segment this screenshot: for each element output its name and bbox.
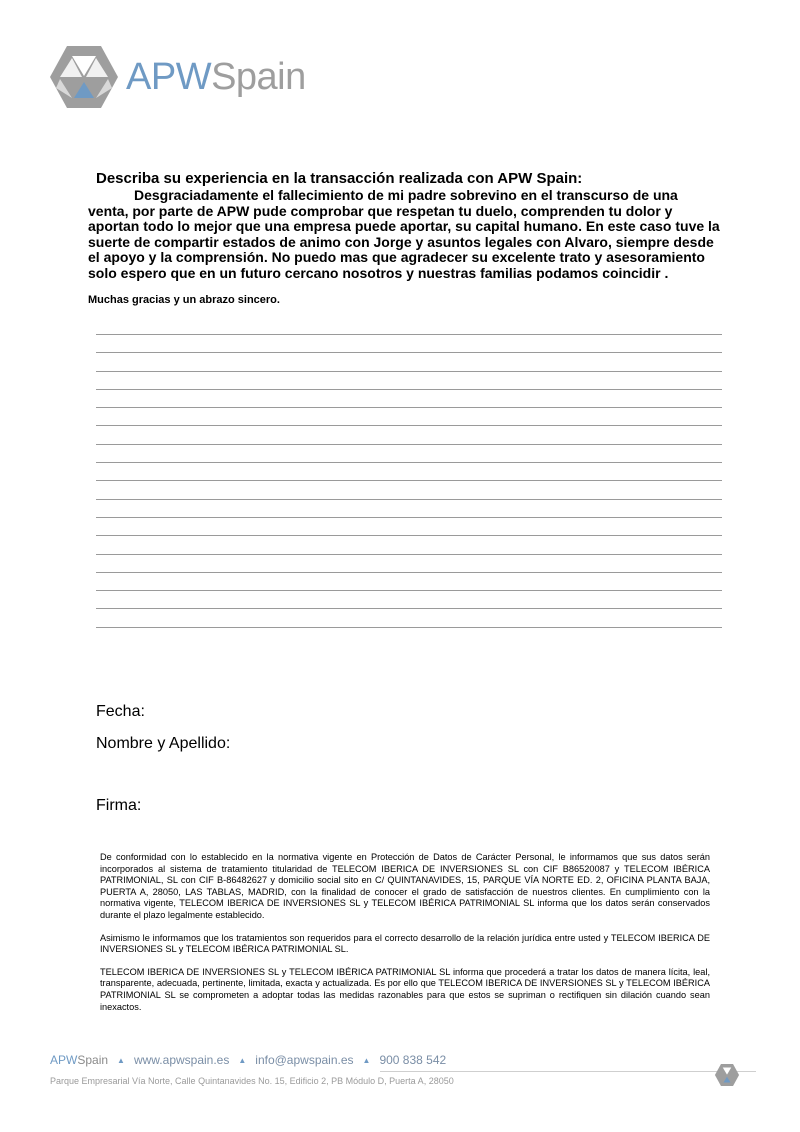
testimonial-closing: Muchas gracias y un abrazo sincero.: [88, 294, 280, 306]
ruled-line: [96, 554, 722, 572]
logo-brand-spain: Spain: [211, 56, 306, 98]
ruled-line: [96, 480, 722, 498]
footer-brand-spain: Spain: [77, 1053, 109, 1067]
footer-address: Parque Empresarial Vía Norte, Calle Quintanavides No. 15, Edificio 2, PB Módulo D, Puerta A, 28050: [50, 1076, 454, 1086]
footer-email-link[interactable]: info@apwspain.es: [255, 1053, 354, 1067]
ruled-line: [96, 352, 722, 370]
ruled-line: [96, 590, 722, 608]
footer-divider: [380, 1071, 756, 1072]
ruled-line: [96, 627, 722, 645]
apw-hexagon-logo-icon: [50, 46, 118, 108]
footer-brand-apw: APW: [50, 1053, 78, 1067]
ruled-line: [96, 608, 722, 626]
ruled-line: [96, 425, 722, 443]
ruled-line: [96, 389, 722, 407]
ruled-line: [96, 572, 722, 590]
privacy-notice: [100, 852, 710, 1024]
ruled-line: [96, 334, 722, 352]
footer-brand: [50, 1053, 108, 1067]
privacy-paragraph-1: De conformidad con lo establecido en la normativa vigente en Protección de Datos de Carácter Personal, le informamos que sus datos serán incorporados al sistema de tratamiento titularidad de TELECOM IBERICA DE INVERSIONES SL con CIF B86520087 y TELECOM IBÉRICA PATRIMONIAL, SL con CIF B-86482627 y domicilio social sito en C/ QUINTANAVIDES, 15, PARQUE VÍA NORTE ED. 2, OFICINA PLANTA BAJA, PUERTA A, 28050, LAS TABLAS, MADRID, con la finalidad de conocer el grado de satisfacción de nuestros clientes. En cumplimiento con la normativa vigente, TELECOM IBERICA DE INVERSIONES SL y TELECOM IBÉRICA PATRIMONIAL SL informa que los datos serán conservados durante el plazo legalmente establecido.: [100, 852, 710, 920]
name-field-label: Nombre y Apellido:: [96, 735, 231, 752]
signature-field-label: Firma:: [96, 797, 142, 814]
header-logo: [50, 46, 306, 108]
footer-separator-icon: ▲: [238, 1055, 247, 1065]
logo-wordmark: [126, 58, 306, 96]
testimonial-body: [88, 188, 720, 282]
date-field-label: Fecha:: [96, 703, 145, 720]
form-question: Describa su experiencia en la transacción realizada con APW Spain:: [96, 170, 583, 187]
apw-small-logo-icon: [714, 1064, 740, 1086]
footer-contact-bar: [50, 1053, 446, 1067]
footer-separator-icon: ▲: [117, 1055, 125, 1065]
ruled-line: [96, 407, 722, 425]
ruled-line: [96, 535, 722, 553]
ruled-lines: [96, 334, 722, 645]
ruled-line: [96, 444, 722, 462]
ruled-line: [96, 499, 722, 517]
footer-separator-icon: ▲: [362, 1055, 371, 1065]
testimonial-text: Desgraciadamente el fallecimiento de mi padre sobrevino en el transcurso de una venta, por parte de APW pude comprobar que respetan tu duelo, comprenden tu dolor y aportan todo lo mejor que una empresa puede aportar, su capital humano. En este caso tuve la suerte de compartir estados de animo con Jorge y asuntos legales con Alvaro, siempre desde el apoyo y la comprensión. No puedo mas que agradecer su excelente trato y asesoramiento solo espero que en un futuro cercano nosotros y nuestras familias podamos coincidir .: [88, 187, 720, 281]
privacy-paragraph-2: Asimismo le informamos que los tratamientos son requeridos para el correcto desarrollo de la relación jurídica entre usted y TELECOM IBERICA DE INVERSIONES SL y TELECOM IBÉRICA PATRIMONIAL SL.: [100, 932, 710, 955]
footer-phone: 900 838 542: [379, 1053, 447, 1067]
logo-brand-apw: APW: [126, 56, 212, 98]
footer-website-link[interactable]: www.apwspain.es: [133, 1053, 230, 1067]
ruled-line: [96, 371, 722, 389]
ruled-line: [96, 517, 722, 535]
privacy-paragraph-3: TELECOM IBERICA DE INVERSIONES SL y TELECOM IBÉRICA PATRIMONIAL SL informa que procederá a tratar los datos de manera lícita, leal, transparente, adecuada, pertinente, limitada, exacta y actualizada. Es por ello que TELECOM IBERICA DE INVERSIONES SL y TELECOM IBÉRICA PATRIMONIAL SL se comprometen a adoptar todas las medidas razonables para que estos se supriman o rectifiquen sin dilación cuando sean inexactos.: [100, 966, 710, 1012]
ruled-line: [96, 462, 722, 480]
